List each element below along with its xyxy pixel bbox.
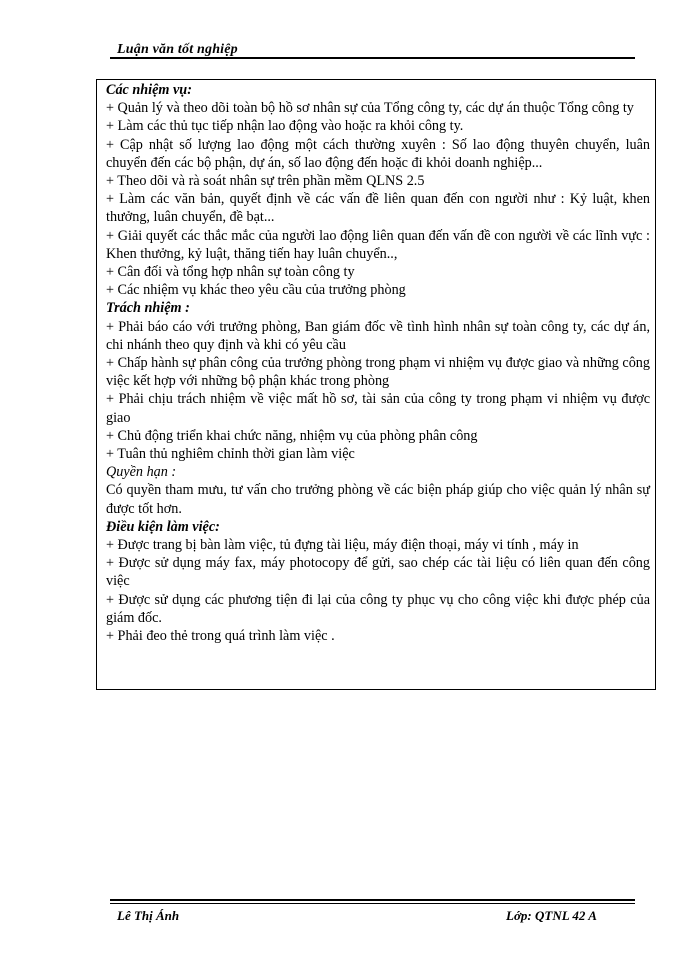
responsibility-item: + Chấp hành sự phân công của trưởng phòng trong phạm vi nhiệm vụ được giao và những công việc kết hợp với những bộ phận khác trong phòng: [106, 355, 650, 390]
footer-divider: [110, 899, 635, 901]
task-item: + Quản lý và theo dõi toàn bộ hồ sơ nhân sự của Tổng công ty, các dự án thuộc Tổng công ty: [106, 100, 634, 117]
authority-item: Có quyền tham mưu, tư vấn cho trưởng phòng về các biện pháp giúp cho việc quản lý nhân sự được tốt hơn.: [106, 482, 650, 517]
section-title-authority: Quyền hạn :: [106, 464, 177, 481]
task-item: + Làm các thủ tục tiếp nhận lao động vào hoặc ra khỏi công ty.: [106, 118, 464, 135]
section-title-tasks: Các nhiệm vụ:: [106, 82, 192, 98]
footer-divider-thin: [110, 903, 635, 904]
task-item: + Giải quyết các thắc mắc của người lao động liên quan đến vấn đề con người về các lĩnh vực : Khen thưởng, kỷ luật, thăng tiến hay luân chuyển..,: [106, 227, 650, 262]
task-item: + Cập nhật số lượng lao động một cách thường xuyên : Số lao động thuyên chuyển, luân chuyển đến các bộ phận, dự án, số lao động đến hoặc đi khỏi doanh nghiệp...: [106, 136, 650, 171]
header-divider: [110, 57, 635, 59]
document-body: [106, 81, 650, 645]
condition-item: + Được sử dụng máy fax, máy photocopy để gửi, sao chép các tài liệu có liên quan đến công việc: [106, 555, 650, 590]
responsibility-item: + Phải chịu trách nhiệm về việc mất hồ sơ, tài sản của công ty trong phạm vi nhiệm vụ được giao: [106, 391, 650, 426]
task-item: + Cân đối và tổng hợp nhân sự toàn công ty: [106, 264, 355, 281]
responsibility-item: + Phải báo cáo với trưởng phòng, Ban giám đốc về tình hình nhân sự toàn công ty, các dự án, chi nhánh theo quy định và khi có yêu cầu: [106, 318, 650, 353]
condition-item: + Được sử dụng các phương tiện đi lại của công ty phục vụ cho công việc khi được phép của giám đốc.: [106, 591, 650, 626]
section-title-responsibilities: Trách nhiệm :: [106, 300, 190, 317]
task-item: + Theo dõi và rà soát nhân sự trên phần mềm QLNS 2.5: [106, 173, 425, 190]
responsibility-item: + Tuân thủ nghiêm chỉnh thời gian làm việc: [106, 446, 355, 463]
responsibility-item: + Chủ động triển khai chức năng, nhiệm vụ của phòng phân công: [106, 427, 478, 444]
task-item: + Các nhiệm vụ khác theo yêu cầu của trưởng phòng: [106, 282, 406, 299]
footer-class: Lớp: QTNL 42 A: [506, 908, 597, 923]
condition-item: + Phải đeo thẻ trong quá trình làm việc .: [106, 628, 335, 645]
task-item: + Làm các văn bản, quyết định về các vấn đề liên quan đến con người như : Kỷ luật, khen thưởng, luân chuyển, đề bạt...: [106, 191, 650, 226]
footer-author: Lê Thị Ánh: [117, 908, 180, 923]
page-header-title: Luận văn tốt nghiệp: [117, 42, 238, 57]
condition-item: + Được trang bị bàn làm việc, tủ đựng tài liệu, máy điện thoại, máy vi tính , máy in: [106, 537, 579, 554]
section-title-working-conditions: Điều kiện làm việc:: [106, 518, 220, 535]
